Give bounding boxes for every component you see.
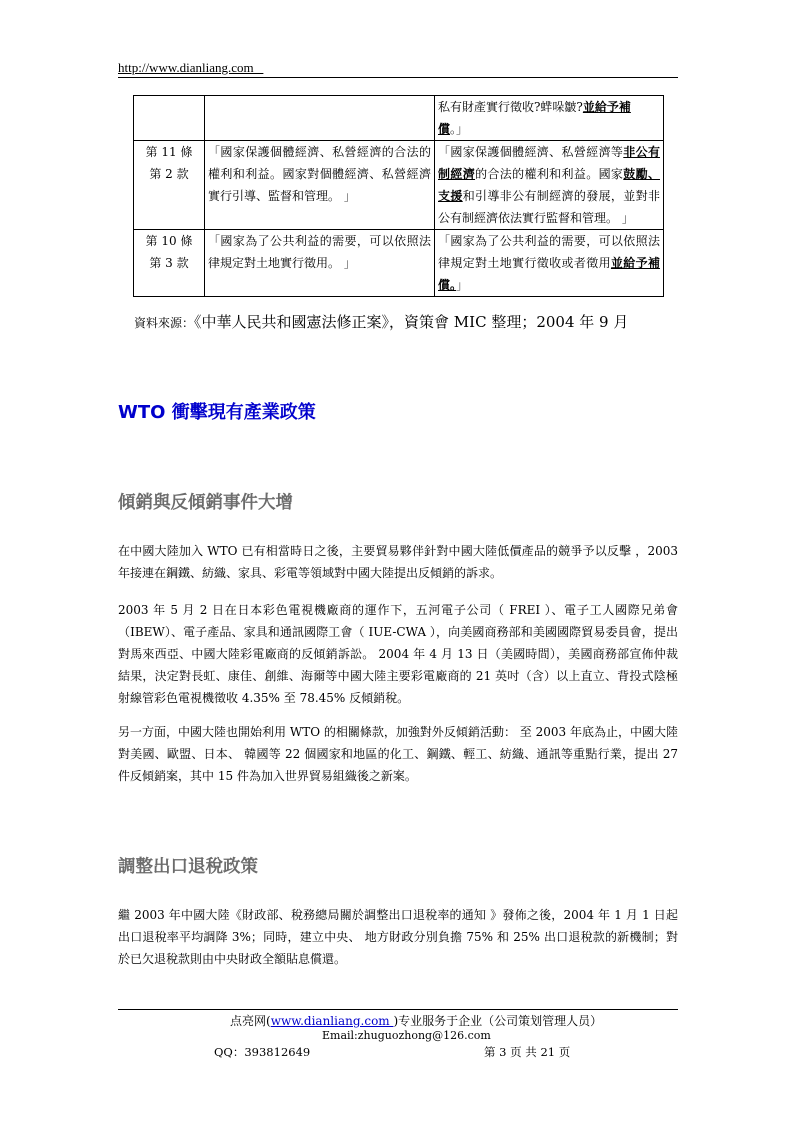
cell-emphasis: 並給予補償。 bbox=[438, 256, 660, 292]
table-cell-new bbox=[435, 96, 664, 141]
cell-text: 的合法的權利和利益。國家 bbox=[475, 167, 624, 181]
table-row bbox=[134, 230, 664, 297]
paragraph: 繼 2003 年中國大陸《財政部、稅務總局關於調整出口退稅率的通知 》發佈之後，2004 年 1 月 1 日起出口退稅率平均調降 3%；同時，建立中央、 地方財政分別負擔 75% 和 25% 出口退稅款的新機制；對於已欠退稅款則由中央財政全額貼息償還。 bbox=[118, 908, 678, 966]
table-row bbox=[134, 96, 664, 141]
article-number: 第 10 條 bbox=[145, 234, 193, 248]
table-cell-new bbox=[435, 230, 664, 297]
table-cell-old bbox=[205, 96, 435, 141]
footer-prefix: 点亮网( bbox=[230, 1014, 271, 1028]
source-note bbox=[134, 311, 628, 332]
table-cell-old bbox=[205, 230, 435, 297]
source-text: 《中華人民共和國憲法修正案》，資策會 MIC 整理；2004 年 9 月 bbox=[194, 313, 629, 331]
footer-line bbox=[230, 1012, 602, 1029]
footer-suffix: )专业服务于企业（公司策划管理人员） bbox=[393, 1014, 603, 1028]
clause-number: 第 3 款 bbox=[149, 256, 189, 270]
header-rule bbox=[118, 77, 678, 78]
cell-text: 私有財產實行徵收?蝆哚皺? bbox=[438, 100, 583, 114]
footer-qq: QQ：393812649 bbox=[214, 1045, 311, 1059]
cell-text: 「國家保護個體經濟、私營經濟等 bbox=[438, 145, 624, 159]
table-cell-article bbox=[134, 96, 205, 141]
table-row bbox=[134, 141, 664, 230]
article-number: 第 11 條 bbox=[145, 145, 193, 159]
source-label: 資料來源： bbox=[134, 316, 195, 330]
cell-emphasis: 償 bbox=[438, 122, 451, 136]
footer-link[interactable]: www.dianliang.com bbox=[270, 1014, 394, 1028]
section-title: WTO 衝擊現有產業政策 bbox=[118, 402, 316, 423]
footer-rule bbox=[118, 1009, 678, 1010]
old-text: 「國家保護個體經濟、私營經濟的合法的權利和利益。國家對個體經濟、私營經濟實行引導、監督和管理。 」 bbox=[208, 145, 431, 203]
cell-text: 「國家為了公共利益的需要，可以依照法律規定對土地實行徵收或者徵用 bbox=[438, 234, 660, 270]
paragraph: 2003 年 5 月 2 日在日本彩色電視機廠商的運作下，五河電子公司（ FREI ）、電子工人國際兄弟會（IBEW）、電子產品、家具和通訊國際工會（ IUE-CWA ），向美國商務部和美國國際貿易委員會，提出對馬來西亞、中國大陸彩電廠商的反傾銷訴訟。 2004 年 4 月 13 日（美國時間），美國商務部宣佈仲裁結果，決定對長虹、康佳、創維、海爾等中國大陸主要彩電廠商的 21 英吋（含）以上直立、背投式陰極射線管彩色電視機徵收 4.35% 至 78.45% 反傾銷稅。 bbox=[118, 603, 678, 705]
cell-text: 」 bbox=[456, 278, 469, 292]
table-cell-old bbox=[205, 141, 435, 230]
subsection-title: 傾銷與反傾銷事件大增 bbox=[118, 493, 293, 513]
cell-emphasis: 鼓勵、支援 bbox=[438, 167, 660, 203]
table-cell-article bbox=[134, 230, 205, 297]
old-text: 「國家為了公共利益的需要，可以依照法律規定對土地實行徵用。 」 bbox=[208, 234, 431, 270]
subsection-title: 調整出口退稅政策 bbox=[118, 857, 258, 877]
paragraph: 另一方面，中國大陸也開始利用 WTO 的相關條款，加強對外反傾銷活動： 至 2003 年底為止，中國大陸對美國、歐盟、日本、 韓國等 22 個國家和地區的化工、鋼鐵、輕工、紡織、通訊等重點行業，提出 27 件反傾銷案，其中 15 件為加入世界貿易組織後之新案。 bbox=[118, 725, 678, 783]
header-url-link[interactable]: http://www.dianliang.com bbox=[118, 60, 264, 75]
table-cell-article bbox=[134, 141, 205, 230]
amendment-table bbox=[133, 95, 664, 297]
paragraph: 在中國大陸加入 WTO 已有相當時日之後，主要貿易夥伴針對中國大陸低價產品的競爭予以反擊 ，2003 年接連在鋼鐵、紡織、家具、彩電等領域對中國大陸提出反傾銷的訴求。 bbox=[118, 544, 678, 580]
cell-text: 和引導非公有制經濟的發展，並對非公有制經濟依法實行監督和管理。 」 bbox=[438, 189, 660, 225]
table-cell-new bbox=[435, 141, 664, 230]
footer-email: Email:zhuguozhong@126.com bbox=[322, 1029, 491, 1042]
clause-number: 第 2 款 bbox=[149, 167, 189, 181]
cell-text: 。」 bbox=[450, 122, 469, 136]
cell-emphasis: 非公有制經濟 bbox=[438, 145, 660, 181]
cell-emphasis: 並給予補 bbox=[582, 100, 631, 114]
page-number: 第 3 页 共 21 页 bbox=[484, 1045, 571, 1059]
